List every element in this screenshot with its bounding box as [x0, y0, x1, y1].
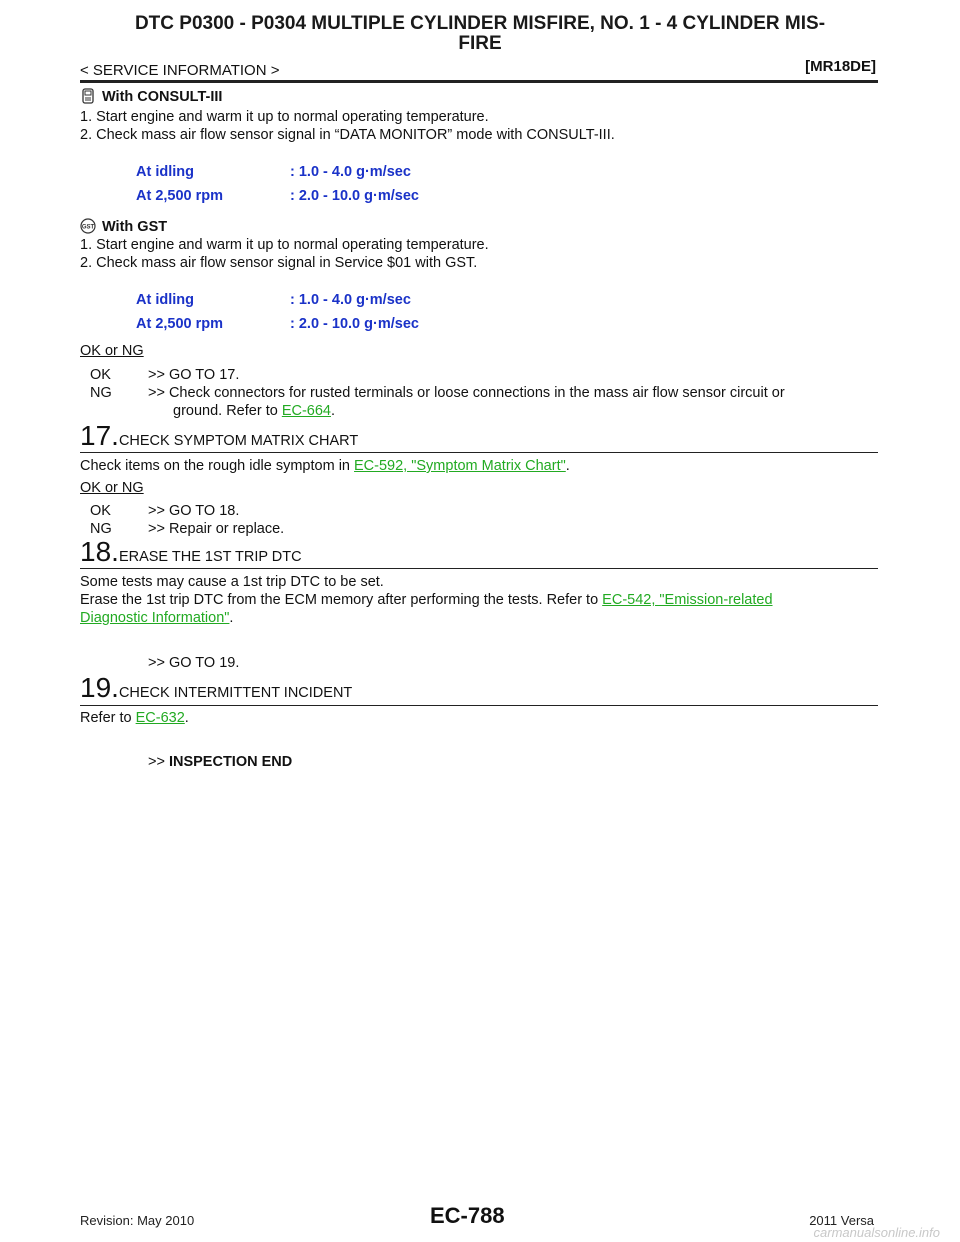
ok-label-17: OK: [90, 503, 111, 519]
gst-step-1: 1. Start engine and warm it up to normal operating temperature.: [80, 237, 489, 253]
ok-ng-label-17: OK or NG: [80, 480, 144, 496]
step-17-number: 17.: [80, 420, 119, 451]
step-18-line3: [80, 609, 233, 627]
gst-heading: With GST: [102, 219, 168, 235]
ec-632-link[interactable]: EC-632: [135, 710, 185, 726]
section-label: < SERVICE INFORMATION >: [80, 62, 280, 79]
page-number: EC-788: [430, 1203, 505, 1228]
watermark: carmanualsonline.info: [813, 1225, 940, 1240]
consult-spec2-label: At 2,500 rpm: [136, 188, 224, 204]
ng-action-16-line1: >> Check connectors for rusted terminals or loose connections in the mass air flow sensor circuit or: [148, 385, 785, 401]
step-18-title: ERASE THE 1ST TRIP DTC: [118, 549, 302, 565]
gst-spec2-label: At 2,500 rpm: [136, 316, 224, 332]
ok-action-16: >> GO TO 17.: [148, 367, 240, 383]
ng-action-16-text: ground. Refer to: [173, 403, 282, 419]
page-title: [80, 14, 880, 54]
vehicle-model: 2011 Versa: [809, 1213, 874, 1228]
step-18-line1: Some tests may cause a 1st trip DTC to be set.: [80, 574, 384, 590]
ng-label-16: NG: [90, 385, 112, 401]
consult-spec2-value: : 2.0 - 10.0 g·m/sec: [290, 188, 419, 204]
ec-664-link[interactable]: EC-664: [281, 403, 331, 419]
period: .: [229, 610, 234, 626]
step-19-heading: [80, 674, 352, 702]
step-19-text: [80, 709, 189, 727]
ec-592-link[interactable]: EC-592, "Symptom Matrix Chart": [354, 458, 566, 474]
step-18-line2: [80, 591, 878, 609]
gst-heading-row: [80, 218, 167, 236]
consult-tester-icon: [80, 88, 96, 104]
ec-542-link-part1[interactable]: EC-542, "Emission-related: [602, 592, 773, 608]
consult-spec1-value: : 1.0 - 4.0 g·m/sec: [290, 164, 411, 180]
ok-label-16: OK: [90, 367, 111, 383]
inspection-end-label: INSPECTION END: [168, 754, 293, 770]
consult-step-1: 1. Start engine and warm it up to normal operating temperature.: [80, 109, 489, 125]
ng-action-16-line2: [173, 402, 335, 420]
ng-action-17: >> Repair or replace.: [148, 521, 285, 537]
period: .: [565, 458, 570, 474]
step-18-heading: [80, 538, 302, 566]
ng-label-17: NG: [90, 521, 112, 537]
inspection-end: [148, 753, 292, 771]
engine-model: [MR18DE]: [805, 58, 876, 75]
period: .: [184, 710, 189, 726]
header-divider: [80, 80, 878, 83]
consult-spec1-label: At idling: [136, 164, 194, 180]
ok-action-17: >> GO TO 18.: [148, 503, 240, 519]
ok-ng-label-16: OK or NG: [80, 343, 144, 359]
step-19-title: CHECK INTERMITTENT INCIDENT: [118, 685, 353, 701]
step-17-heading: [80, 422, 358, 450]
gst-step-2: 2. Check mass air flow sensor signal in Service $01 with GST.: [80, 255, 478, 271]
svg-text:GST: GST: [81, 224, 95, 231]
step-17-divider: [80, 452, 878, 453]
step-18-number: 18.: [80, 536, 119, 567]
page-title-line1: DTC P0300 - P0304 MULTIPLE CYLINDER MISFIRE, NO. 1 - 4 CYLINDER MIS-: [134, 13, 826, 34]
step-17-text: [80, 457, 570, 475]
step-18-goto: >> GO TO 19.: [148, 655, 240, 671]
step-17-text-body: Check items on the rough idle symptom in: [80, 458, 355, 474]
step-19-text-body: Refer to: [80, 710, 136, 726]
step-19-divider: [80, 705, 878, 706]
gst-spec1-label: At idling: [136, 292, 194, 308]
period: .: [331, 403, 336, 419]
step-17-title: CHECK SYMPTOM MATRIX CHART: [118, 433, 359, 449]
end-prefix: >>: [148, 754, 169, 770]
ec-542-link-part2[interactable]: Diagnostic Information": [80, 610, 230, 626]
step-19-number: 19.: [80, 672, 119, 703]
gst-icon: [80, 218, 96, 234]
gst-spec2-value: : 2.0 - 10.0 g·m/sec: [290, 316, 419, 332]
gst-spec1-value: : 1.0 - 4.0 g·m/sec: [290, 292, 411, 308]
step-18-line2-text: Erase the 1st trip DTC from the ECM memory after performing the tests. Refer to: [80, 592, 603, 608]
consult-heading-row: [80, 88, 222, 106]
page-title-line2: FIRE: [458, 33, 502, 54]
consult-step-2: 2. Check mass air flow sensor signal in “DATA MONITOR” mode with CONSULT-III.: [80, 127, 615, 143]
consult-heading: With CONSULT-III: [102, 89, 223, 105]
step-18-divider: [80, 568, 878, 569]
revision-date: Revision: May 2010: [80, 1213, 195, 1228]
